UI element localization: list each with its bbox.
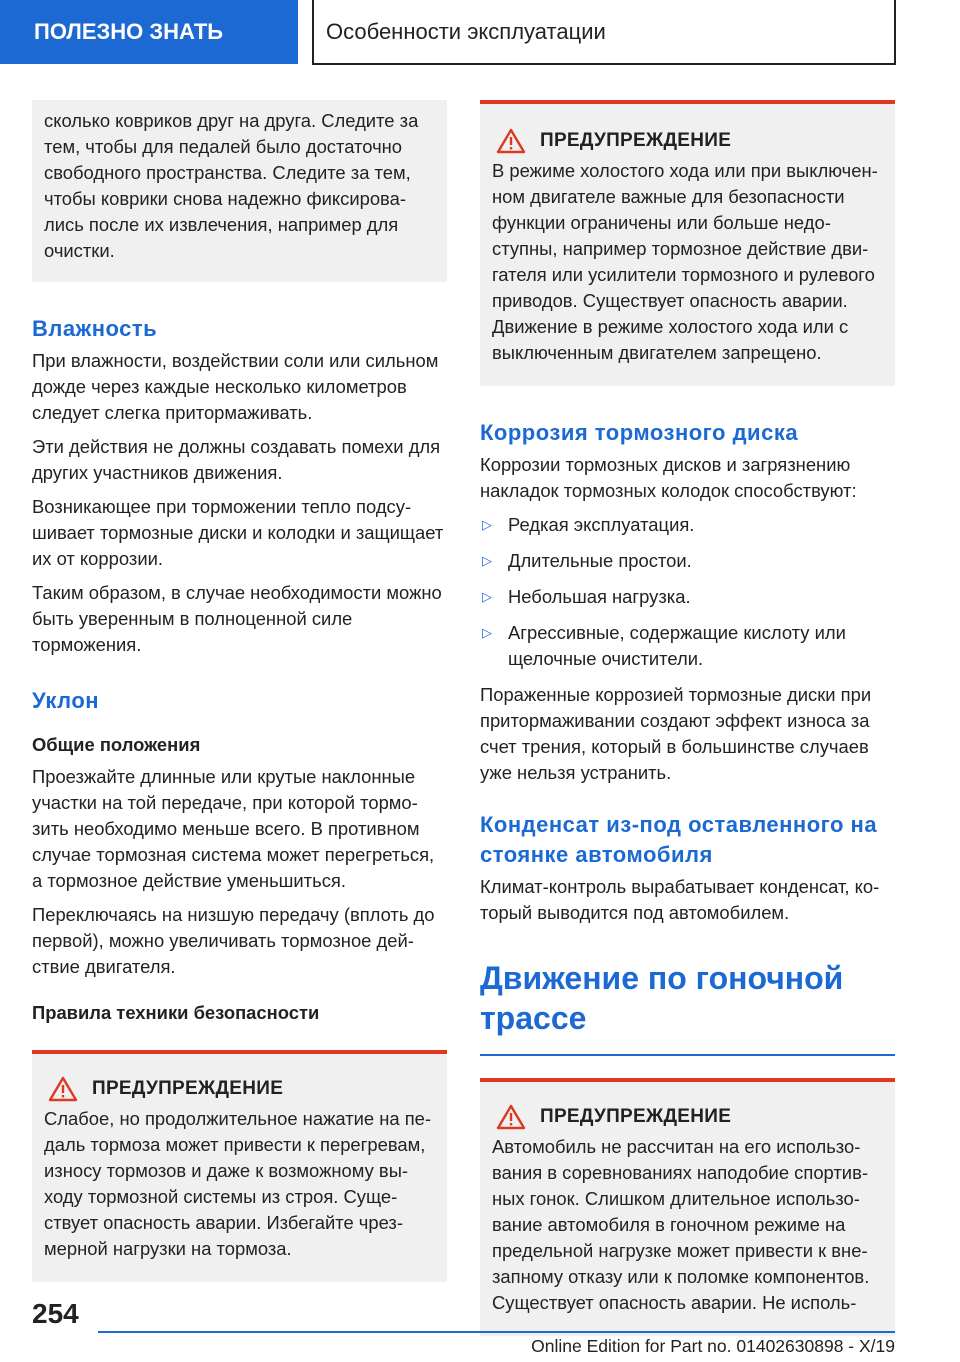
- header-divider: [312, 0, 314, 64]
- warning-triangle-icon: [496, 128, 526, 154]
- list-item: ▷ Редкая эксплуатация.: [480, 512, 895, 538]
- section-tab: ПОЛЕЗНО ЗНАТЬ: [0, 0, 298, 64]
- list-item: ▷ Небольшая нагрузка.: [480, 584, 895, 610]
- corrosion-list: [480, 512, 895, 672]
- corrosion-outro: Пораженные коррозией тормозные диски при притормаживании создают эффект износа за счет трения, который в большинстве случаев уже нельзя устранить.: [480, 684, 872, 783]
- warning-text: Слабое, но продолжительное нажатие на педаль тормоза может привести к перегревам, износу тормозов и даже к возможному выходу тормозной системы из строя. Существует опасность аварии. Избегайте чрезмерной нагрузки на тормоза.: [44, 1108, 432, 1259]
- warning-box-race: [480, 1078, 895, 1336]
- humidity-p3: Возникающее при торможении тепло подсушивает тормозные диски и колодки и защищает их от коррозии.: [32, 496, 444, 569]
- list-item: ▷ Агрессивные, содержащие кислоту или щелочные очистители.: [480, 620, 895, 672]
- header-border-right: [894, 0, 896, 65]
- left-column: [32, 100, 447, 1282]
- header-title: Особенности эксплуатации: [326, 19, 606, 44]
- slope-p1: Проезжайте длинные или крутые наклонные участки на той передаче, при которой тормозить необходимо меньше всего. В противном случае тормозная система может перегреться, а тормозное действие уменьшиться.: [32, 766, 435, 891]
- humidity-p4: Таким образом, в случае необходимости можно быть уверенным в полноценной силе торможения.: [32, 582, 442, 655]
- heading-condensate: Конденсат из-под оставленного на стоянке автомобиля: [480, 812, 878, 867]
- header-underline: [312, 63, 896, 65]
- warning-title: ПРЕДУПРЕЖДЕНИЕ: [540, 1105, 732, 1127]
- heading-corrosion: Коррозия тормозного диска: [480, 420, 799, 445]
- triangle-bullet-icon: ▷: [482, 589, 492, 604]
- warning-title: ПРЕДУПРЕЖДЕНИЕ: [540, 130, 732, 151]
- humidity-p1: При влажности, воздействии соли или сильном дожде через каждые несколько километров следует слегка притормаживать.: [32, 350, 439, 423]
- subheading-general: Общие положения: [32, 734, 201, 755]
- condensate-text: Климат-контроль вырабатывает конденсат, который выводится под автомобилем.: [480, 876, 880, 923]
- warning-text: В режиме холостого хода или при выключенном двигателе важные для безопасности функции ограничены или больше недоступны, например тормозное действие двигателя или усилители тормозного и рулевого приводов. Существует опасность аварии. Движение в режиме холостого хода или с выключенным двигателем запрещено.: [492, 160, 878, 363]
- heading-humidity: Влажность: [32, 316, 158, 341]
- heading-slope: Уклон: [32, 688, 100, 713]
- warning-box-idle: [480, 100, 895, 386]
- footer-rule: [98, 1331, 895, 1333]
- warning-title: ПРЕДУПРЕЖДЕНИЕ: [92, 1078, 284, 1099]
- heading-rule: [480, 1054, 895, 1056]
- heading-race-track: Движение по гоночной трассе: [480, 960, 844, 1036]
- warning-box-brakes: [32, 1050, 447, 1282]
- list-item: ▷ Длительные простои.: [480, 548, 895, 574]
- triangle-bullet-icon: ▷: [482, 625, 492, 640]
- warning-text: Автомобиль не рассчитан на его использования в соревнованиях наподобие спортивных гонок. Слишком длительное использование автомобиля в гоночном режиме на предельной нагрузке может привести к внезапному отказу или к поломке компонентов. Существует опасность аварии. Не исполь-: [492, 1135, 870, 1313]
- warning-triangle-icon: [48, 1076, 78, 1102]
- intro-text: сколько ковриков друг на друга. Следите за тем, чтобы для педалей было достаточно свободного пространства. Следите за тем, чтобы коврики снова надежно фиксировались после их извлечения, например для очистки.: [44, 110, 419, 261]
- right-column: [480, 100, 895, 1336]
- corrosion-intro: Коррозии тормозных дисков и загрязнению накладок тормозных колодок способствуют:: [480, 454, 857, 501]
- intro-box: [32, 100, 447, 282]
- footer-edition: Online Edition for Part no. 01402630898 - X/19: [531, 1336, 895, 1356]
- page-number: 254: [32, 1298, 79, 1329]
- humidity-p2: Эти действия не должны создавать помехи для других участников движения.: [32, 436, 441, 483]
- subheading-safety: Правила техники безопасности: [32, 1002, 320, 1023]
- slope-p2: Переключаясь на низшую передачу (вплоть до первой), можно увеличивать тормозное действие двигателя.: [32, 904, 435, 977]
- triangle-bullet-icon: ▷: [482, 553, 492, 568]
- warning-triangle-icon: [496, 1104, 526, 1130]
- triangle-bullet-icon: ▷: [482, 517, 492, 532]
